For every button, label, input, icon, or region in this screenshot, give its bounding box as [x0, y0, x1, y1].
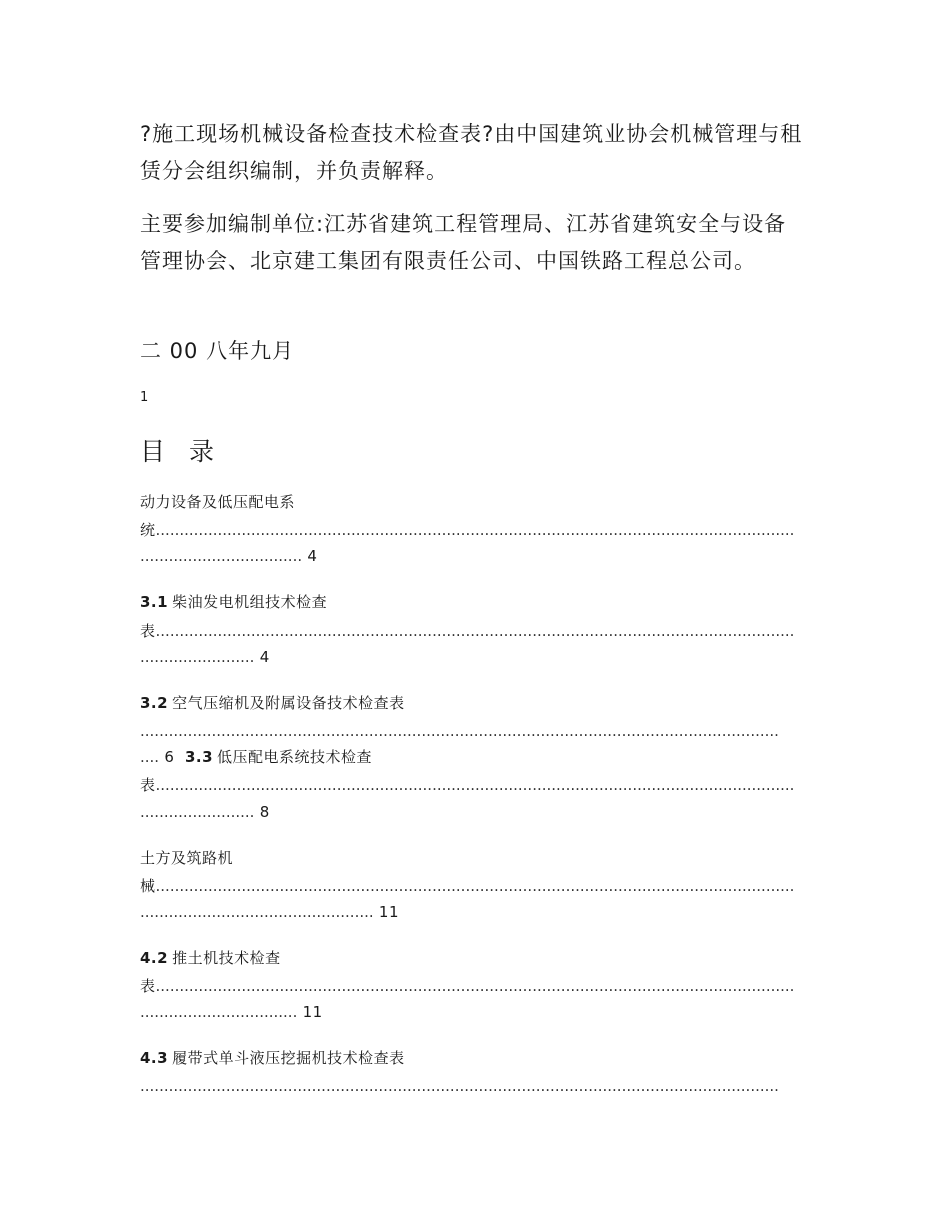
toc-entry-text: 履带式单斗液压挖掘机技术检查表 [172, 1049, 405, 1067]
toc-entry-text: 动力设备及低压配电系 [140, 493, 296, 511]
intro-paragraph-1: ?施工现场机械设备检查技术检查表?由中国建筑业协会机械管理与租赁分会组织编制，并负责解释。 [140, 122, 803, 183]
toc-line-2[interactable] [140, 520, 808, 540]
toc-page-ref: 4 [307, 547, 318, 565]
toc-line-7 [140, 693, 808, 713]
toc-entry-text: 表 [140, 776, 156, 794]
toc-leader-dots: ........................ [140, 803, 255, 821]
toc-entry-text: 统 [140, 521, 156, 539]
toc-leader-dots: .... [140, 748, 160, 766]
toc-leader-dots: ...................................................................................................................................... [140, 722, 779, 740]
intro-paragraph-2: 主要参加编制单位:江苏省建筑工程管理局、江苏省建筑安全与设备管理协会、北京建工集团有限责任公司、中国铁路工程总公司。 [140, 212, 787, 273]
toc-section-number: 3.2 [140, 694, 169, 712]
document-date: 二 00 八年九月 [140, 339, 295, 363]
toc-leader-dots: ...................................................................................................................................... [155, 521, 795, 539]
toc-entry-text: 空气压缩机及附属设备技术检查表 [172, 694, 405, 712]
toc-line-10[interactable] [140, 775, 808, 795]
page-number: 1 [140, 390, 149, 405]
toc-page-ref: 11 [302, 1003, 323, 1021]
toc-line-19[interactable] [140, 1076, 808, 1096]
toc-line-1 [140, 492, 808, 512]
toc-page-ref: 4 [259, 648, 270, 666]
toc-page-ref: 6 [164, 748, 175, 766]
toc-leader-dots: ................................................. [140, 903, 374, 921]
toc-line-3[interactable] [140, 546, 808, 566]
toc-line-6[interactable] [140, 647, 808, 667]
toc-leader-dots: ...................................................................................................................................... [155, 877, 795, 895]
toc-entry-text: 械 [140, 877, 156, 895]
toc-leader-dots: ................................. [140, 1003, 298, 1021]
toc-leader-dots: ...................................................................................................................................... [155, 776, 795, 794]
toc-page-ref: 11 [378, 903, 400, 921]
toc-section-number: 3.3 [184, 748, 214, 766]
toc-leader-dots: .................................. [140, 547, 303, 565]
toc-leader-dots: ...................................................................................................................................... [155, 622, 795, 640]
toc-entry-text: 表 [140, 977, 156, 995]
toc-line-18 [140, 1048, 808, 1068]
toc-line-8[interactable] [140, 721, 808, 741]
toc-leader-dots: ...................................................................................................................................... [140, 1077, 779, 1095]
toc-line-5[interactable] [140, 621, 808, 641]
toc-entry-text: 土方及筑路机 [140, 849, 234, 867]
toc-entry-text: 推土机技术检查 [172, 949, 281, 967]
toc-section-number: 3.1 [140, 593, 169, 611]
toc-line-16[interactable] [140, 976, 808, 996]
toc-line-13[interactable] [140, 876, 808, 896]
toc-page-ref: 8 [259, 803, 270, 821]
toc-section-number: 4.2 [140, 949, 169, 967]
toc-line-17[interactable] [140, 1002, 808, 1022]
toc-entry-text: 低压配电系统技术检查 [217, 748, 373, 766]
toc-section-number: 4.3 [140, 1049, 169, 1067]
toc-line-15 [140, 948, 808, 968]
toc-line-12 [140, 848, 808, 868]
toc-line-9[interactable] [140, 747, 808, 767]
toc-entry-text: 柴油发电机组技术检查 [172, 593, 328, 611]
toc-line-14[interactable] [140, 902, 808, 922]
toc-line-4 [140, 592, 808, 612]
toc-leader-dots: ...................................................................................................................................... [155, 977, 795, 995]
toc-entry-text: 表 [140, 622, 156, 640]
toc-leader-dots: ........................ [140, 648, 255, 666]
toc-title: 目 录 [140, 437, 222, 466]
toc-line-11[interactable] [140, 802, 808, 822]
